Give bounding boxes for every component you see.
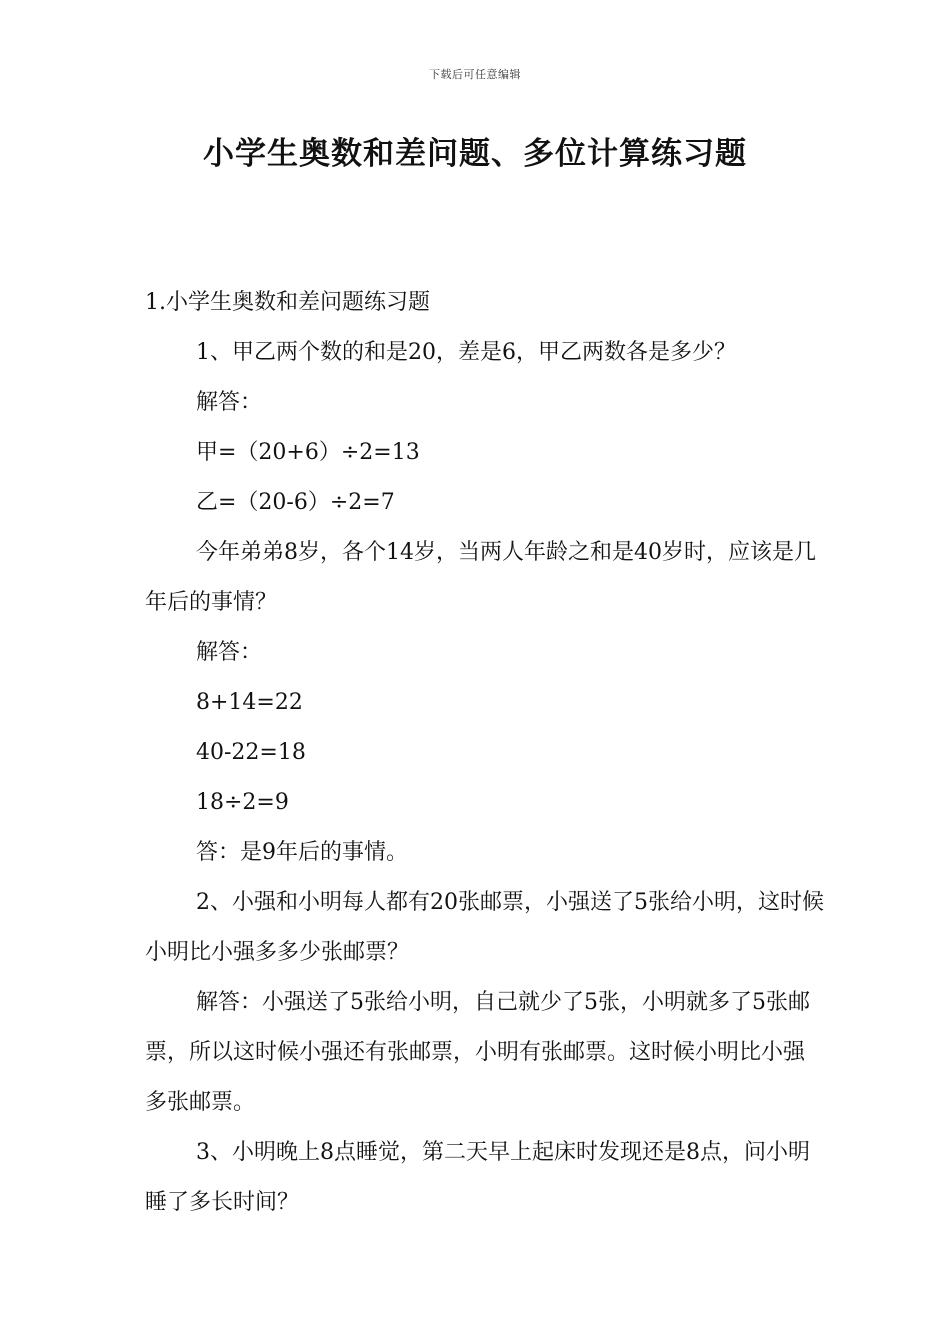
document-body (145, 278, 825, 1228)
page-title: 小学生奥数和差问题、多位计算练习题 (203, 136, 747, 172)
problem-age-step-1: 8+14=22 (196, 690, 303, 715)
problem-1-step-1: 甲=（20+6）÷2=13 (196, 440, 420, 465)
problem-2-answer: 解答：小强送了5张给小明，自己就少了5张，小明就多了5张邮票，所以这时候小强还有张邮票，小明有张邮票。这时候小明比小强多张邮票。 (145, 990, 810, 1115)
problem-age-conclusion: 答：是9年后的事情。 (196, 840, 408, 865)
problem-3-question: 3、小明晚上8点睡觉，第二天早上起床时发现还是8点，问小明睡了多长时间？ (145, 1140, 810, 1215)
problem-1-answer-label: 解答： (196, 390, 263, 415)
problem-1-question: 1、甲乙两个数的和是20，差是6，甲乙两数各是多少？ (196, 340, 736, 365)
problem-age-answer-label: 解答： (196, 640, 263, 665)
header-note: 下载后可任意编辑 (429, 68, 521, 81)
problem-age-step-2: 40-22=18 (196, 740, 306, 765)
problem-2-question: 2、小强和小明每人都有20张邮票，小强送了5张给小明，这时候小明比小强多多少张邮票？ (145, 890, 824, 965)
problem-age-question: 今年弟弟8岁，各个14岁，当两人年龄之和是40岁时，应该是几年后的事情？ (145, 540, 816, 615)
problem-1-step-2: 乙=（20-6）÷2=7 (196, 490, 395, 515)
section-heading: 1.小学生奥数和差问题练习题 (145, 290, 430, 315)
problem-age-step-3: 18÷2=9 (196, 790, 289, 815)
